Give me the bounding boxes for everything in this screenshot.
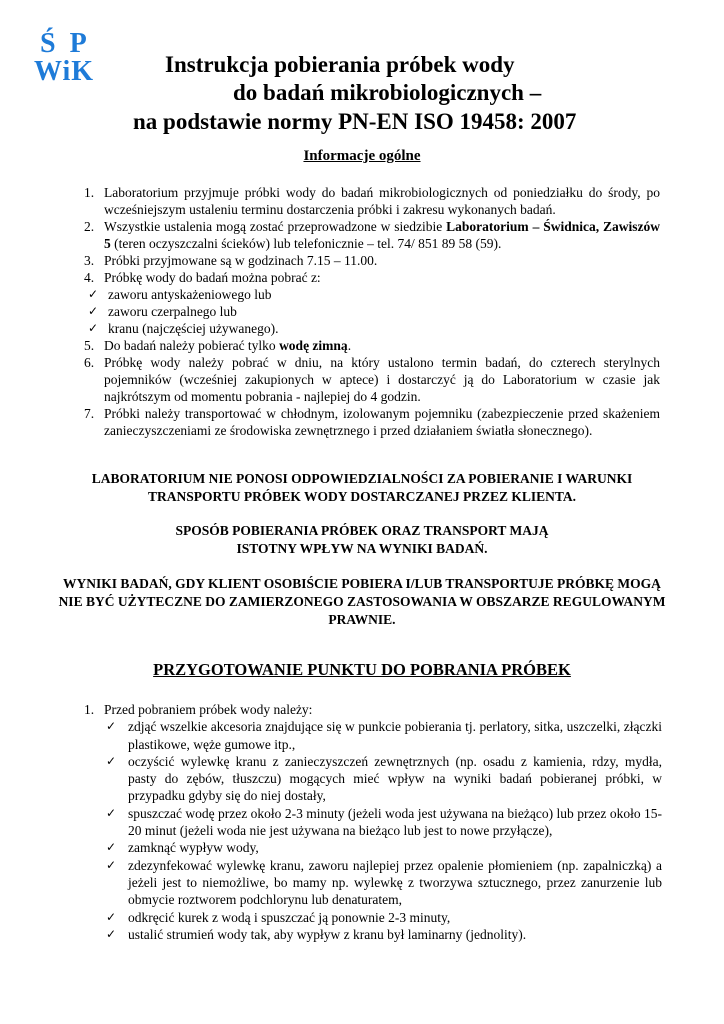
check-mark-icon: ✓ [106, 719, 117, 734]
logo-line-1: ŚP [40, 28, 101, 59]
info-item-7: 7. Próbki należy transportować w chłodnym, izolowanym pojemniku (zabezpieczenie przed skażeniem zanieczyszczeniami ze środowiska zewnętrznego i przed działaniem światła słonecznego). [84, 406, 660, 438]
title-line-2: do badań mikrobiologicznych – [233, 80, 542, 105]
info-item-6: 6. Próbkę wody należy pobrać w dniu, na który ustalono termin badań, do czterech sterylnych pojemników (wcześniej zakupionych w aptece) i dostarczyć ją do Laboratorium w czasie jak najkrótszym od momentu pobrania - najlepiej do 4 godzin. [84, 355, 660, 404]
info-item-2: 2. Wszystkie ustalenia mogą zostać przeprowadzone w siedzibie Laboratorium – Świdnica, Zawiszów 5 (teren oczyszczalni ścieków) lub telefonicznie – tel. 74/ 851 89 58 (59). [84, 219, 661, 251]
prep-heading: PRZYGOTOWANIE PUNKTU DO POBRANIA PRÓBEK [153, 660, 571, 679]
warning-legal: WYNIKI BADAŃ, GDY KLIENT OSOBIŚCIE POBIERA I/LUB TRANSPORTUJE PRÓBKĘ MOGĄ NIE BYĆ UŻYTECZNE DO ZAMIERZONEGO ZASTOSOWANIA W OBSZARZE REGULOWANYM PRAWNIE. [58, 576, 666, 627]
company-logo [30, 30, 130, 100]
sub-item: ✓ zaworu antyskażeniowego lub [88, 287, 272, 302]
prep-step: ✓ zdjąć wszelkie akcesoria znajdujące się w punkcie pobierania tj. perlatory, sitka, uszczelki, złączki plastikowe, węże gumowe itp., [106, 719, 662, 752]
prep-step: ✓ odkręcić kurek z wodą i spuszczać ją ponownie 2-3 minuty, [106, 909, 451, 925]
check-mark-icon: ✓ [106, 840, 117, 855]
prep-intro: 1. Przed pobraniem próbek wody należy: [84, 702, 313, 717]
warning-influence: SPOSÓB POBIERANIA PRÓBEK ORAZ TRANSPORT MAJĄ ISTOTNY WPŁYW NA WYNIKI BADAŃ. [175, 523, 549, 556]
info-item-1: 1. Laboratorium przyjmuje próbki wody do badań mikrobiologicznych od poniedziałku do środy, po wcześniejszym ustaleniu terminu dostarczenia próbki i zakresu wykonanych badań. [84, 185, 660, 217]
info-heading: Informacje ogólne [303, 148, 421, 164]
check-mark-icon: ✓ [88, 304, 99, 318]
warning-liability: LABORATORIUM NIE PONOSI ODPOWIEDZIALNOŚCI ZA POBIERANIE I WARUNKI TRANSPORTU PRÓBEK WODY DOSTARCZANEJ PRZEZ KLIENTA. [91, 471, 633, 504]
prep-step: ✓ spuszczać wodę przez około 2-3 minuty (jeżeli woda jest używana na bieżąco) lub przez około 15-20 minut (jeżeli woda nie jest używana na bieżąco lub jest to nowe przyłącze), [106, 805, 662, 839]
sub-item: ✓ zaworu czerpalnego lub [88, 304, 237, 319]
check-mark-icon: ✓ [106, 753, 117, 768]
check-mark-icon: ✓ [106, 805, 117, 820]
info-item-5: 5. Do badań należy pobierać tylko wodę zimną. [84, 338, 352, 353]
check-mark-icon: ✓ [106, 857, 117, 872]
prep-list [84, 701, 662, 943]
prep-step: ✓ zdezynfekować wylewkę kranu, zaworu najlepiej przez opalenie płomieniem (np. zapalniczką) a jeżeli jest to niemożliwe, bo mamy np. wylewkę z tworzywa sztucznego, przez zanurzenie lub obmycie roztworem podchlorynu lub denaturatem, [106, 857, 662, 908]
title-line-3: na podstawie normy PN-EN ISO 19458: 2007 [133, 109, 577, 134]
check-mark-icon: ✓ [88, 321, 99, 335]
info-item-text: Laboratorium przyjmuje próbki wody do badań mikrobiologicznych od poniedziałku do środy, po wcześniejszym ustaleniu terminu dostarczenia próbki i zakresu wykonanych badań. [104, 185, 660, 217]
info-list [84, 184, 660, 439]
check-mark-icon: ✓ [106, 926, 117, 941]
prep-step: ✓ zamknąć wypływ wody, [106, 840, 259, 856]
title-line-1: Instrukcja pobierania próbek wody [165, 52, 515, 77]
lab-address: Laboratorium – Świdnica, Zawiszów 5 [104, 219, 661, 251]
info-item-4: 4. Próbkę wody do badań można pobrać z: [84, 270, 321, 285]
prep-step: ✓ oczyścić wylewkę kranu z zanieczyszczeń zewnętrznych (np. osadu z kamienia, rdzy, mydła, pasty do zębów, tłuszczu) mogących mieć wpływ na wyniki badań pobieranej próbki, w przypadku gdyby się do niej dostały, [106, 753, 662, 804]
prep-step: ✓ ustalić strumień wody tak, aby wypływ z kranu był laminarny (jednolity). [106, 926, 527, 942]
sub-item: ✓ kranu (najczęściej używanego). [88, 321, 279, 336]
logo-line-2: WiK [34, 56, 95, 87]
check-mark-icon: ✓ [88, 287, 99, 301]
check-mark-icon: ✓ [106, 909, 117, 924]
info-item-3: 3. Próbki przyjmowane są w godzinach 7.15 – 11.00. [84, 253, 378, 268]
